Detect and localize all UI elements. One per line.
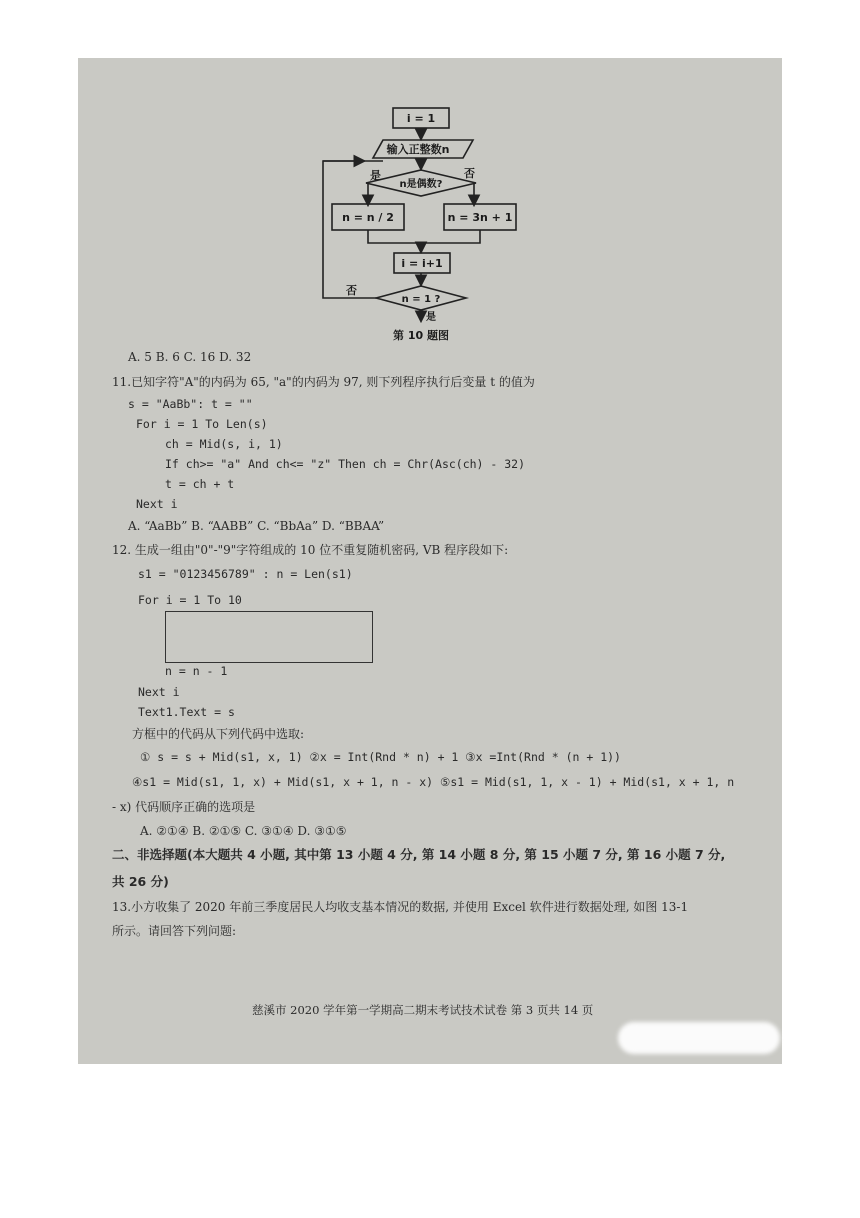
flowchart-loop-no-label: 否: [346, 284, 357, 297]
q12-code-line-1: s1 = "0123456789" : n = Len(s1): [138, 567, 353, 581]
flowchart-init-text: i = 1: [406, 112, 436, 125]
exam-page: [78, 58, 782, 1064]
flowchart-input-text: 输入正整数n: [386, 143, 450, 156]
section2-heading-line-1: 二、非选择题(本大题共 4 小题, 其中第 13 小题 4 分, 第 14 小题 8 分, 第 15 小题 7 分, 第 16 小题 7 分,: [112, 847, 726, 862]
flowchart-loop-yes-label: 是: [426, 312, 436, 323]
q13-line-1: 13.小方收集了 2020 年前三季度居民人均收支基本情况的数据, 并使用 Excel 软件进行数据处理, 如图 13-1: [112, 900, 689, 914]
q12-choices-line-3: - x) 代码顺序正确的选项是: [112, 800, 256, 814]
flowchart-increment-text: i = i+1: [401, 257, 443, 270]
q11-code-line-6: Next i: [136, 497, 178, 511]
q13-line-2: 所示。请回答下列问题:: [112, 924, 237, 938]
q12-code-line-2: For i = 1 To 10: [138, 593, 242, 607]
q12-code-line-3: n = n - 1: [165, 664, 228, 678]
q11-code-line-2: For i = 1 To Len(s): [136, 417, 268, 431]
q11-code-line-3: ch = Mid(s, i, 1): [165, 437, 283, 451]
flowchart-decision-text: n是偶数?: [399, 179, 443, 190]
q10-options: A. 5 B. 6 C. 16 D. 32: [128, 350, 252, 364]
q12-code-line-4: Next i: [138, 685, 180, 699]
redaction-mark: [618, 1022, 780, 1054]
flowchart-odd-text: n = 3n + 1: [447, 211, 513, 224]
q11-code-line-5: t = ch + t: [165, 477, 235, 491]
q12-options: A. ②①④ B. ②①⑤ C. ③①④ D. ③①⑤: [140, 824, 347, 838]
q11-options: A. “AaBb” B. “AABB” C. “BbAa” D. “BBAA”: [128, 519, 385, 533]
flowchart-even-text: n = n / 2: [342, 211, 394, 224]
q12-choices-line-1: ① s = s + Mid(s1, x, 1) ②x = Int(Rnd * n) + 1 ③x =Int(Rnd * (n + 1)): [140, 750, 621, 764]
q12-instruction: 方框中的代码从下列代码中选取:: [132, 727, 305, 741]
section2-heading-line-2: 共 26 分): [112, 874, 169, 889]
q11-stem: 11.已知字符"A"的内码为 65, "a"的内码为 97, 则下列程序执行后变量 t 的值为: [112, 375, 535, 389]
q11-code-line-1: s = "AaBb": t = "": [128, 397, 253, 411]
q12-stem: 12. 生成一组由"0"-"9"字符组成的 10 位不重复随机密码, VB 程序段如下:: [112, 543, 509, 557]
page-footer: 慈溪市 2020 学年第一学期高二期末考试技术试卷 第 3 页共 14 页: [252, 1003, 594, 1017]
flowchart-no-label: 否: [464, 167, 475, 180]
q12-choices-line-2: ④s1 = Mid(s1, 1, x) + Mid(s1, x + 1, n - x) ⑤s1 = Mid(s1, 1, x - 1) + Mid(s1, x + 1, n: [132, 775, 735, 789]
flowchart-yes-label: 是: [370, 169, 381, 182]
q12-code-line-5: Text1.Text = s: [138, 705, 235, 719]
q12-blank-code-box: [165, 611, 373, 663]
flowchart-loop-text: n = 1 ?: [401, 294, 441, 305]
q11-code-line-4: If ch>= "a" And ch<= "z" Then ch = Chr(Asc(ch) - 32): [165, 457, 526, 471]
flowchart-caption: 第 10 题图: [393, 329, 449, 342]
flowchart-figure: [78, 58, 782, 358]
